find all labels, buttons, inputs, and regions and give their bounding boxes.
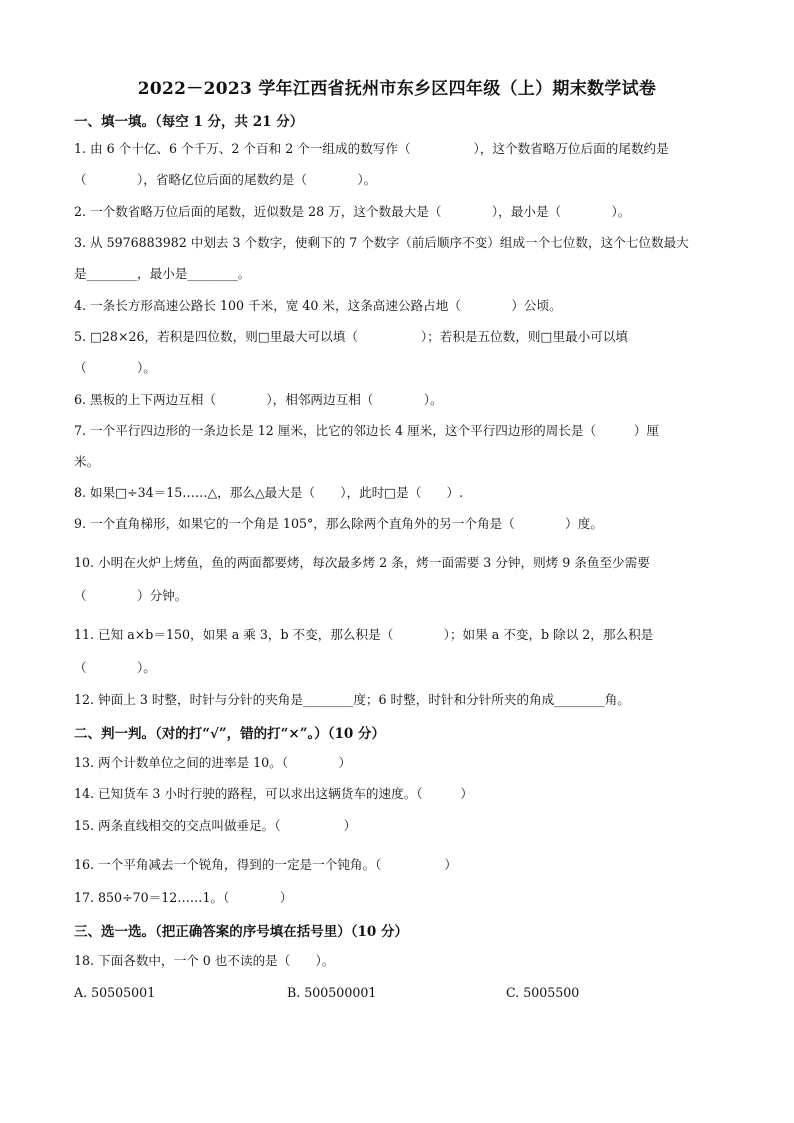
section-true-false-heading: 二、判一判。（对的打“√”，错的打“×”。）（10 分） <box>74 726 385 742</box>
question-16: 16. 一个平角减去一个锐角，得到的一定是一个钝角。（ ） <box>74 857 457 872</box>
question-5-line-2: （ ）。 <box>74 360 156 375</box>
question-3-line-2: 是________，最小是________。 <box>74 266 251 281</box>
option-c: C. 5005500 <box>506 985 580 1000</box>
question-1-line-2: （ ），省略亿位后面的尾数约是（ ）。 <box>74 172 377 187</box>
question-9: 9. 一个直角梯形，如果它的一个角是 105°，那么除两个直角外的另一个角是（ ）度。 <box>74 516 603 531</box>
question-7-line-2: 米。 <box>74 454 100 469</box>
question-14: 14. 已知货车 3 小时行驶的路程，可以求出这辆货车的速度。（ ） <box>74 786 473 801</box>
question-10-line-2: （ ）分钟。 <box>74 588 188 603</box>
question-12: 12. 钟面上 3 时整，时针与分针的夹角是________度；6 时整，时针和分针所夹的角成________角。 <box>74 692 630 707</box>
question-1-line-1: 1. 由 6 个十亿、6 个千万、2 个百和 2 个一组成的数写作（ ），这个数省略万位后面的尾数约是 <box>74 141 669 156</box>
question-2: 2. 一个数省略万位后面的尾数，近似数是 28 万，这个数最大是（ ），最小是（ ）。 <box>74 204 631 219</box>
section-choice-heading: 三、选一选。（把正确答案的序号填在括号里）（10 分） <box>74 924 408 940</box>
question-15: 15. 两条直线相交的交点叫做垂足。（ ） <box>74 818 357 833</box>
question-4: 4. 一条长方形高速公路长 100 千米，宽 40 米，这条高速公路占地（ ）公顷。 <box>74 298 562 313</box>
question-17: 17. 850÷70＝12……1。（ ） <box>74 890 293 905</box>
question-11-line-2: （ ）。 <box>74 660 156 675</box>
question-18: 18. 下面各数中，一个 0 也不读的是（ ）。 <box>74 953 335 968</box>
question-11-line-1: 11. 已知 a×b＝150，如果 a 乘 3，b 不变，那么积是（ ）；如果 a 不变，b 除以 2，那么积是 <box>74 627 654 642</box>
option-a: A. 50505001 <box>74 985 156 1000</box>
question-3-line-1: 3. 从 5976883982 中划去 3 个数字，使剩下的 7 个数字（前后顺序不变）组成一个七位数，这个七位数最大 <box>74 235 689 250</box>
question-8: 8. 如果□÷34＝15……△，那么△最大是（ ），此时□是（ ）. <box>74 485 464 500</box>
exam-title: 2022－2023 学年江西省抚州市东乡区四年级（上）期末数学试卷 <box>137 79 657 99</box>
question-13: 13. 两个计数单位之间的进率是 10。（ ） <box>74 755 352 770</box>
section-fill-in-heading: 一、填一填。（每空 1 分，共 21 分） <box>74 114 304 130</box>
question-6: 6. 黑板的上下两边互相（ ），相邻两边互相（ ）。 <box>74 392 443 407</box>
option-b: B. 500500001 <box>287 985 377 1000</box>
question-10-line-1: 10. 小明在火炉上烤鱼，鱼的两面都要烤，每次最多烤 2 条，烤一面需要 3 分钟，则烤 9 条鱼至少需要 <box>74 555 650 570</box>
question-7-line-1: 7. 一个平行四边形的一条边长是 12 厘米，比它的邻边长 4 厘米，这个平行四边形的周长是（ ）厘 <box>74 423 660 438</box>
question-5-line-1: 5. □28×26，若积是四位数，则□里最大可以填（ ）；若积是五位数，则□里最小可以填 <box>74 329 628 344</box>
